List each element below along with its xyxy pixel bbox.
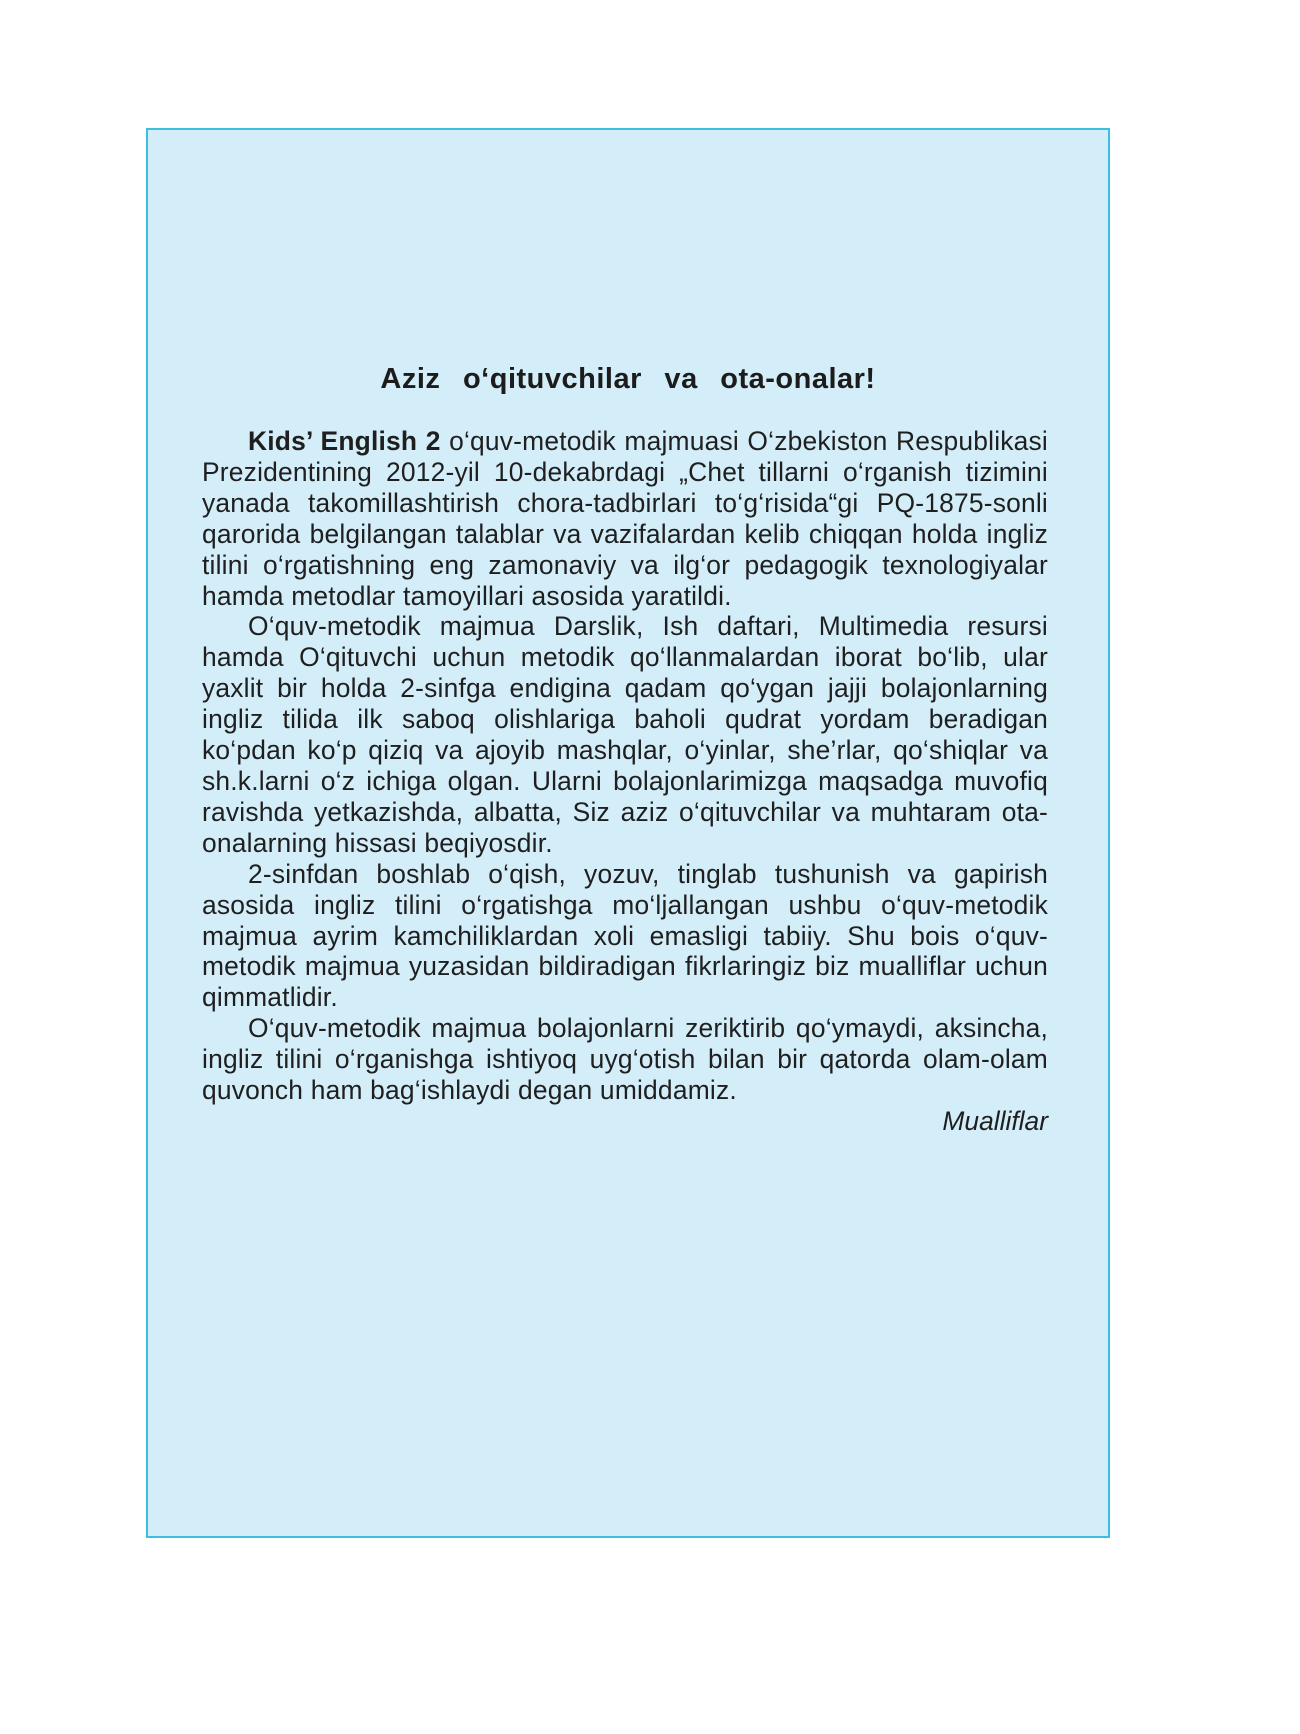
preface-paragraph-4 bbox=[202, 1013, 1048, 1106]
preface-heading: Aziz o‘qituvchilar va ota-onalar! bbox=[380, 363, 876, 395]
paragraph-text: O‘quv-metodik majmua bolajonlarni zeriktirib qo‘ymaydi, aksincha, ingliz tilini o‘rganishga ishtiyoq uyg‘otish bilan bir qatorda olam-olam quvonch ham bag‘ishlaydi degan umiddamiz. bbox=[202, 1013, 1048, 1106]
preface-paragraph-3 bbox=[202, 859, 1048, 1014]
paragraph-text: o‘quv-metodik majmuasi O‘zbekiston Respublikasi Prezidentining 2012-yil 10-dekabrdagi „Chet tillarni o‘rganish tizimini yanada takomillashtirish chora-tadbirlari to‘g‘risida“gi PQ-1875-sonli qarorida belgilangan talablar va vazifalardan kelib chiqqan holda ingliz tilini o‘rgatishning eng zamonaviy va ilg‘or pedagogik texnologiyalar hamda metodlar tamoyillari asosida yaratildi. bbox=[202, 426, 1048, 611]
preface-paragraph-2 bbox=[202, 611, 1048, 858]
signature: Mualliflar bbox=[942, 1105, 1048, 1136]
paragraph-text: O‘quv-metodik majmua Darslik, Ish daftari, Multimedia resursi hamda O‘qituvchi uchun metodik qo‘llanmalardan iborat bo‘lib, ular yaxlit bir holda 2-sinfga endigina qadam qo‘ygan jajji bolajonlarning ingliz tilida ilk saboq olishlariga baholi qudrat yordam beradigan ko‘pdan ko‘p qiziq va ajoyib mashqlar, o‘yinlar, she’rlar, qo‘shiqlar va sh.k.larni o‘z ichiga olgan. Ularni bolajonlarimizga maqsadga muvofiq ravishda yetkazishda, albatta, Siz aziz o‘qituvchilar va muhtaram ota-onalarning hissasi beqiyosdir. bbox=[202, 611, 1048, 858]
preface-panel bbox=[146, 128, 1110, 1538]
book-title: Kids’ English 2 bbox=[248, 426, 441, 456]
preface-paragraph-1 bbox=[202, 426, 1048, 611]
preface-body bbox=[202, 426, 1048, 1137]
paragraph-text: 2-sinfdan boshlab o‘qish, yozuv, tinglab tushunish va gapirish asosida ingliz tilini o‘rgatishga mo‘ljallangan ushbu o‘quv-metodik majmua ayrim kamchiliklardan xoli emasligi tabiiy. Shu bois o‘quv-metodik majmua yuzasidan bildiradigan fikrlaringiz biz mualliflar uchun qimmatlidir. bbox=[202, 858, 1048, 1013]
